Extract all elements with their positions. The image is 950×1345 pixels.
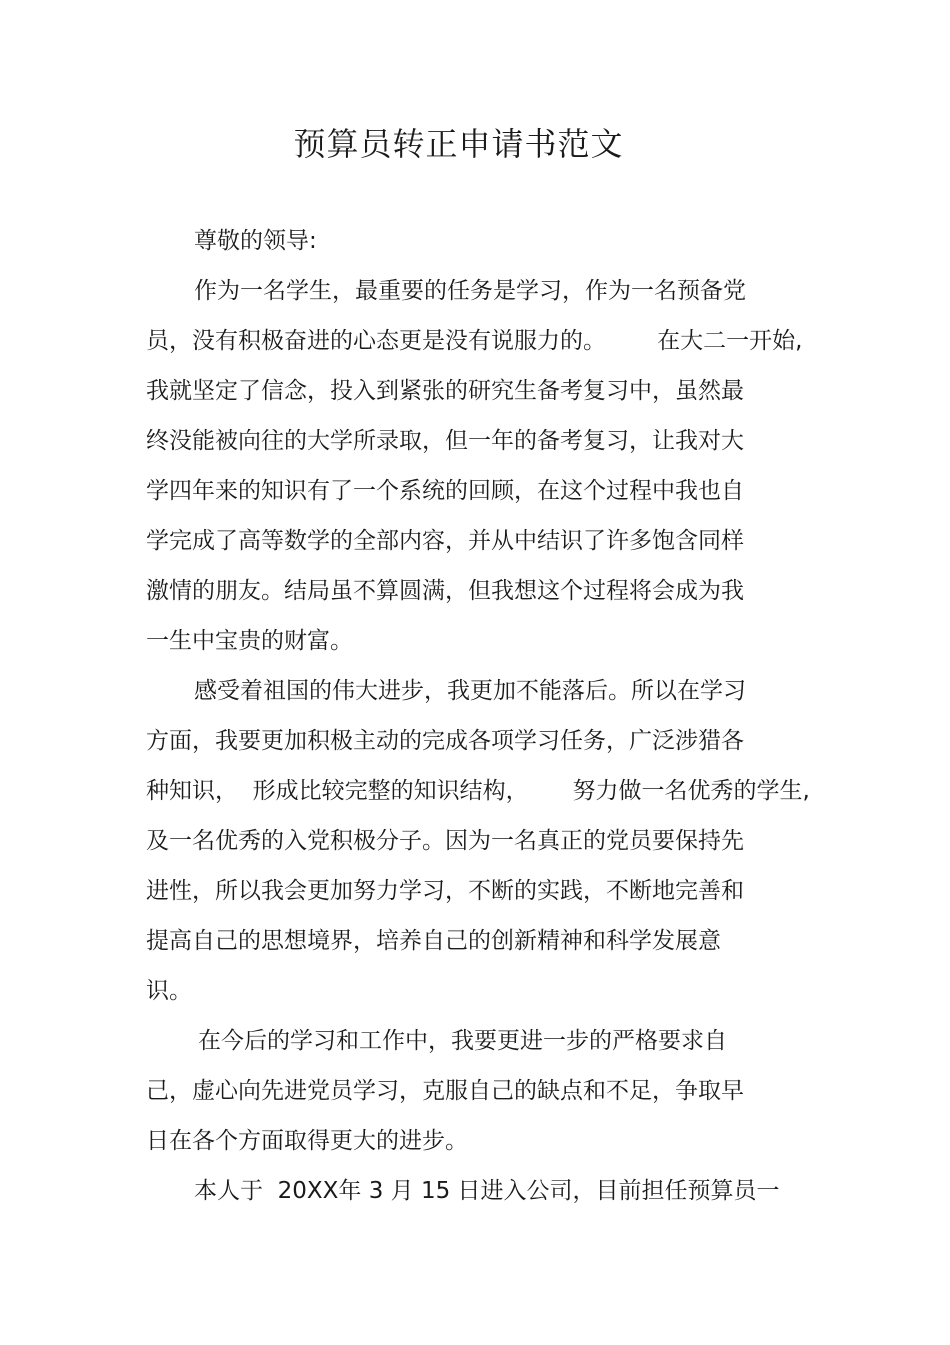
body-line: 方面，我要更加积极主动的完成各项学习任务，广泛涉猎各	[146, 728, 744, 754]
body-line: 学完成了高等数学的全部内容，并从中结识了许多饱含同样	[146, 528, 744, 554]
body-line: 本人于 20XX年 3 月 15 日进入公司，目前担任预算员一	[194, 1178, 780, 1204]
document-title: 预算员转正申请书范文	[293, 125, 624, 163]
body-line: 一生中宝贵的财富。	[146, 628, 353, 654]
body-line: 我就坚定了信念，投入到紧张的研究生备考复习中，虽然最	[146, 378, 744, 404]
body-line: 员，没有积极奋进的心态更是没有说服力的。 在大二一开始,	[146, 328, 803, 354]
body-line: 日在各个方面取得更大的进步。	[146, 1128, 468, 1154]
body-line: 在今后的学习和工作中，我要更进一步的严格要求自	[198, 1028, 727, 1054]
body-line: 识。	[146, 978, 192, 1004]
body-line: 及一名优秀的入党积极分子。因为一名真正的党员要保持先	[146, 828, 744, 854]
body-line: 提高自己的思想境界，培养自己的创新精神和科学发展意	[146, 928, 721, 954]
body-line: 种知识， 形成比较完整的知识结构， 努力做一名优秀的学生,	[146, 778, 810, 804]
body-line: 己，虚心向先进党员学习，克服自己的缺点和不足，争取早	[146, 1078, 744, 1104]
body-line: 学四年来的知识有了一个系统的回顾，在这个过程中我也自	[146, 478, 744, 504]
body-line: 作为一名学生，最重要的任务是学习，作为一名预备党	[194, 278, 746, 304]
body-line: 进性，所以我会更加努力学习，不断的实践，不断地完善和	[146, 878, 744, 904]
body-line: 激情的朋友。结局虽不算圆满，但我想这个过程将会成为我	[146, 578, 744, 604]
body-line: 感受着祖国的伟大进步，我更加不能落后。所以在学习	[194, 678, 746, 704]
body-line: 终没能被向往的大学所录取，但一年的备考复习，让我对大	[146, 428, 744, 454]
salutation: 尊敬的领导:	[194, 228, 317, 254]
